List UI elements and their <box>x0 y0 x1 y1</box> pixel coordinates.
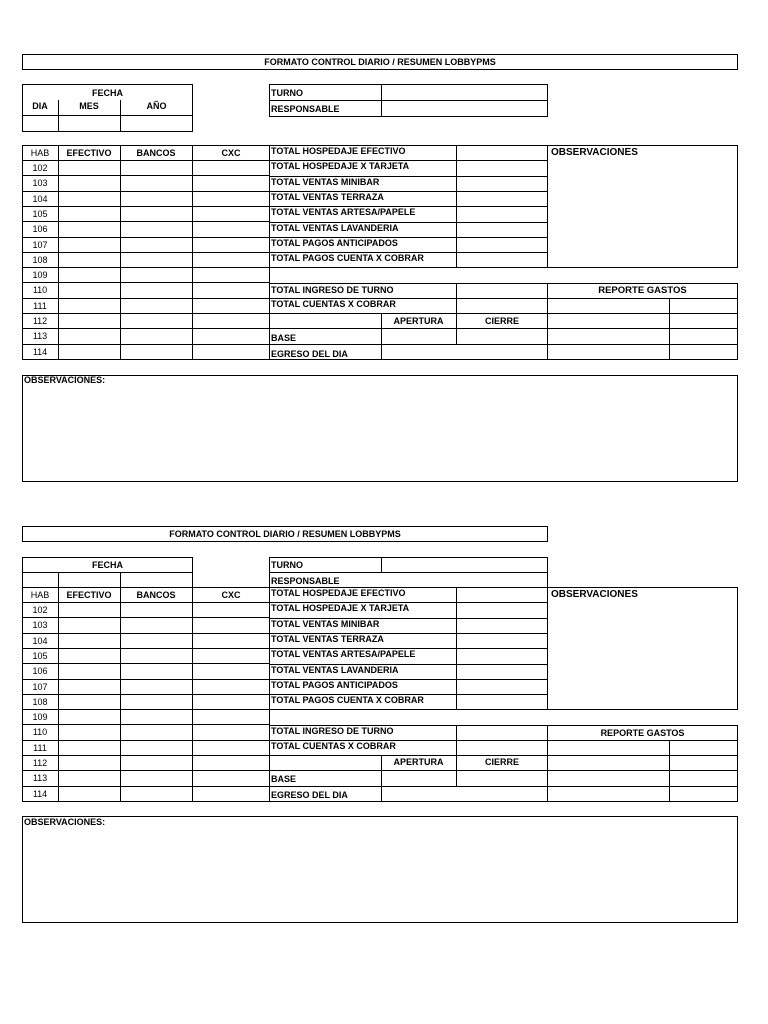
cxc-field[interactable] <box>193 756 269 770</box>
cxc-field[interactable] <box>193 649 269 663</box>
efectivo-field[interactable] <box>59 618 120 632</box>
cxc-field[interactable] <box>193 634 269 648</box>
room-number: 113 <box>32 331 48 341</box>
cxc-field[interactable] <box>193 161 269 175</box>
ingreso-turno-label: TOTAL INGRESO DE TURNO <box>271 726 394 736</box>
room-number: 106 <box>32 666 48 676</box>
efectivo-field[interactable] <box>59 664 120 678</box>
room-number: 114 <box>32 347 48 357</box>
room-number: 109 <box>32 712 48 722</box>
dia-field[interactable] <box>23 573 58 587</box>
apertura-label: APERTURA <box>393 316 444 326</box>
total-value-field[interactable] <box>457 634 547 648</box>
anio-header: AÑO <box>146 101 167 111</box>
total-label: TOTAL HOSPEDAJE X TARJETA <box>271 161 410 171</box>
room-number: 108 <box>32 255 48 265</box>
room-number: 109 <box>32 270 48 280</box>
room-number: 107 <box>32 240 48 250</box>
cxc-field[interactable] <box>193 680 269 694</box>
total-value-field[interactable] <box>457 177 547 191</box>
room-number: 111 <box>33 743 47 753</box>
responsable-label: RESPONSABLE <box>271 576 340 586</box>
total-label: TOTAL HOSPEDAJE X TARJETA <box>271 603 410 613</box>
efectivo-field[interactable] <box>59 329 120 343</box>
efectivo-field[interactable] <box>59 345 120 359</box>
cxc-field[interactable] <box>193 222 269 236</box>
total-value-field[interactable] <box>457 192 547 206</box>
form-title: FORMATO CONTROL DIARIO / RESUMEN LOBBYPMS <box>169 529 401 539</box>
room-number: 110 <box>32 727 48 737</box>
bancos-field[interactable] <box>121 268 192 282</box>
egreso-label: EGRESO DEL DIA <box>271 790 348 800</box>
cierre-label: CIERRE <box>484 316 519 326</box>
efectivo-field[interactable] <box>59 603 120 617</box>
total-value-field[interactable] <box>457 253 547 267</box>
efectivo-field[interactable] <box>59 787 120 801</box>
mes-field[interactable] <box>59 116 120 131</box>
total-value-field[interactable] <box>457 207 547 221</box>
base-label: BASE <box>271 774 297 784</box>
total-label: TOTAL VENTAS TERRAZA <box>271 192 384 202</box>
responsable-field[interactable] <box>382 573 547 587</box>
cxc-field[interactable] <box>193 725 269 739</box>
turno-label: TURNO <box>271 560 303 570</box>
total-label: TOTAL VENTAS MINIBAR <box>271 177 380 187</box>
total-label: TOTAL VENTAS ARTESA/PAPELE <box>271 649 416 659</box>
cxc-field[interactable] <box>193 741 269 755</box>
total-value-field[interactable] <box>457 619 547 633</box>
bancos-field[interactable] <box>121 192 192 206</box>
responsable-label: RESPONSABLE <box>271 104 340 114</box>
bancos-field[interactable] <box>121 695 192 709</box>
bottom-observaciones-box[interactable] <box>22 375 738 482</box>
cxc-field[interactable] <box>193 268 269 282</box>
bancos-field[interactable] <box>121 680 192 694</box>
total-label: TOTAL VENTAS LAVANDERIA <box>271 223 399 233</box>
efectivo-field[interactable] <box>59 283 120 297</box>
bancos-field[interactable] <box>121 299 192 313</box>
efectivo-header: EFECTIVO <box>66 148 112 158</box>
turno-label: TURNO <box>271 88 303 98</box>
total-value-field[interactable] <box>457 588 547 602</box>
bottom-observaciones-label: OBSERVACIONES: <box>24 817 106 827</box>
fecha-header: FECHA <box>92 88 123 98</box>
total-label: TOTAL VENTAS LAVANDERIA <box>271 665 399 675</box>
total-label: TOTAL VENTAS MINIBAR <box>271 619 380 629</box>
anio-field[interactable] <box>121 116 192 131</box>
ingreso-turno-label: TOTAL INGRESO DE TURNO <box>271 285 394 295</box>
bancos-field[interactable] <box>121 345 192 359</box>
total-value-field[interactable] <box>457 649 547 663</box>
anio-field[interactable] <box>121 573 192 587</box>
reporte-gastos-label: REPORTE GASTOS <box>598 285 687 296</box>
efectivo-field[interactable] <box>59 268 120 282</box>
cxc-field[interactable] <box>193 771 269 785</box>
total-value-field[interactable] <box>457 695 547 709</box>
total-value-field[interactable] <box>457 603 547 617</box>
efectivo-field[interactable] <box>59 695 120 709</box>
bancos-field[interactable] <box>121 222 192 236</box>
total-label: TOTAL PAGOS ANTICIPADOS <box>271 680 398 690</box>
mes-header: MES <box>79 101 99 111</box>
bancos-field[interactable] <box>121 756 192 770</box>
cxc-field[interactable] <box>193 299 269 313</box>
efectivo-field[interactable] <box>59 161 120 175</box>
efectivo-field[interactable] <box>59 741 120 755</box>
cxc-field[interactable] <box>193 787 269 801</box>
efectivo-field[interactable] <box>59 192 120 206</box>
cuentas-cobrar-label: TOTAL CUENTAS X COBRAR <box>271 299 396 309</box>
room-number: 102 <box>32 163 48 173</box>
total-label: TOTAL VENTAS ARTESA/PAPELE <box>271 207 416 217</box>
efectivo-field[interactable] <box>59 314 120 328</box>
efectivo-field[interactable] <box>59 299 120 313</box>
efectivo-field[interactable] <box>59 680 120 694</box>
room-number: 105 <box>32 209 48 219</box>
bancos-field[interactable] <box>121 253 192 267</box>
bancos-header: BANCOS <box>136 148 176 158</box>
turno-field[interactable] <box>382 85 547 100</box>
bancos-field[interactable] <box>121 771 192 785</box>
room-number: 106 <box>32 224 48 234</box>
room-number: 105 <box>32 651 48 661</box>
efectivo-field[interactable] <box>59 253 120 267</box>
efectivo-field[interactable] <box>59 207 120 221</box>
bancos-field[interactable] <box>121 710 192 724</box>
efectivo-header: EFECTIVO <box>66 590 112 600</box>
total-label: TOTAL HOSPEDAJE EFECTIVO <box>271 588 406 598</box>
fecha-header: FECHA <box>92 560 123 570</box>
cxc-field[interactable] <box>193 603 269 617</box>
cxc-header: CXC <box>221 590 241 600</box>
room-number: 113 <box>32 773 48 783</box>
dia-field[interactable] <box>23 116 58 131</box>
efectivo-field[interactable] <box>59 649 120 663</box>
bancos-field[interactable] <box>121 176 192 190</box>
efectivo-field[interactable] <box>59 725 120 739</box>
room-number: 103 <box>32 178 48 188</box>
bancos-field[interactable] <box>121 787 192 801</box>
cxc-field[interactable] <box>193 664 269 678</box>
bancos-field[interactable] <box>121 238 192 252</box>
total-label: TOTAL PAGOS ANTICIPADOS <box>271 238 398 248</box>
total-value-field[interactable] <box>457 223 547 237</box>
total-value-field[interactable] <box>457 680 547 694</box>
total-label: TOTAL PAGOS CUENTA X COBRAR <box>271 695 424 705</box>
apertura-label: APERTURA <box>393 757 444 767</box>
cxc-field[interactable] <box>193 329 269 343</box>
bancos-field[interactable] <box>121 329 192 343</box>
room-number: 108 <box>32 697 48 707</box>
bottom-observaciones-box[interactable] <box>22 816 738 923</box>
cxc-field[interactable] <box>193 618 269 632</box>
bancos-header: BANCOS <box>136 590 176 600</box>
hab-header: HAB <box>30 148 50 158</box>
efectivo-field[interactable] <box>59 176 120 190</box>
room-number: 107 <box>32 682 48 692</box>
total-value-field[interactable] <box>457 238 547 252</box>
cierre-label: CIERRE <box>484 757 519 767</box>
dia-header: DIA <box>32 101 48 111</box>
room-number: 104 <box>32 636 48 646</box>
base-label: BASE <box>271 333 297 343</box>
reporte-gastos-label: REPORTE GASTOS <box>600 728 685 738</box>
cuentas-cobrar-label: TOTAL CUENTAS X COBRAR <box>271 741 396 751</box>
bancos-field[interactable] <box>121 283 192 297</box>
cxc-field[interactable] <box>193 345 269 359</box>
bancos-field[interactable] <box>121 649 192 663</box>
room-number: 102 <box>32 605 48 615</box>
efectivo-field[interactable] <box>59 756 120 770</box>
efectivo-field[interactable] <box>59 710 120 724</box>
observaciones-box[interactable] <box>547 587 738 710</box>
efectivo-field[interactable] <box>59 222 120 236</box>
responsable-field[interactable] <box>382 101 547 116</box>
total-label: TOTAL HOSPEDAJE EFECTIVO <box>271 146 406 156</box>
bancos-field[interactable] <box>121 603 192 617</box>
room-number: 112 <box>32 316 48 326</box>
efectivo-field[interactable] <box>59 634 120 648</box>
room-number: 103 <box>32 620 48 630</box>
hab-header: HAB <box>30 590 50 600</box>
bancos-field[interactable] <box>121 634 192 648</box>
bancos-field[interactable] <box>121 618 192 632</box>
egreso-label: EGRESO DEL DIA <box>271 349 348 359</box>
cxc-field[interactable] <box>193 192 269 206</box>
bottom-observaciones-label: OBSERVACIONES: <box>24 375 106 385</box>
room-number: 110 <box>32 285 48 295</box>
room-number: 104 <box>32 194 48 204</box>
bancos-field[interactable] <box>121 725 192 739</box>
total-value-field[interactable] <box>457 146 547 160</box>
total-value-field[interactable] <box>457 161 547 175</box>
cxc-field[interactable] <box>193 176 269 190</box>
bancos-field[interactable] <box>121 741 192 755</box>
bancos-field[interactable] <box>121 161 192 175</box>
bancos-field[interactable] <box>121 207 192 221</box>
observaciones-box[interactable] <box>547 145 738 268</box>
cxc-field[interactable] <box>193 710 269 724</box>
mes-field[interactable] <box>59 573 120 587</box>
total-label: TOTAL PAGOS CUENTA X COBRAR <box>271 253 424 263</box>
total-value-field[interactable] <box>457 665 547 679</box>
bancos-field[interactable] <box>121 314 192 328</box>
room-number: 112 <box>32 758 48 768</box>
cxc-field[interactable] <box>193 695 269 709</box>
cxc-field[interactable] <box>193 207 269 221</box>
observaciones-label: OBSERVACIONES <box>551 147 638 158</box>
form-title: FORMATO CONTROL DIARIO / RESUMEN LOBBYPMS <box>264 57 496 67</box>
cxc-field[interactable] <box>193 238 269 252</box>
efectivo-field[interactable] <box>59 238 120 252</box>
observaciones-label: OBSERVACIONES <box>551 589 638 600</box>
room-number: 114 <box>32 789 48 799</box>
cxc-field[interactable] <box>193 253 269 267</box>
bancos-field[interactable] <box>121 664 192 678</box>
total-label: TOTAL VENTAS TERRAZA <box>271 634 384 644</box>
room-number: 111 <box>33 301 47 311</box>
cxc-header: CXC <box>221 148 241 158</box>
cxc-field[interactable] <box>193 314 269 328</box>
cxc-field[interactable] <box>193 283 269 297</box>
turno-field[interactable] <box>382 558 547 572</box>
efectivo-field[interactable] <box>59 771 120 785</box>
